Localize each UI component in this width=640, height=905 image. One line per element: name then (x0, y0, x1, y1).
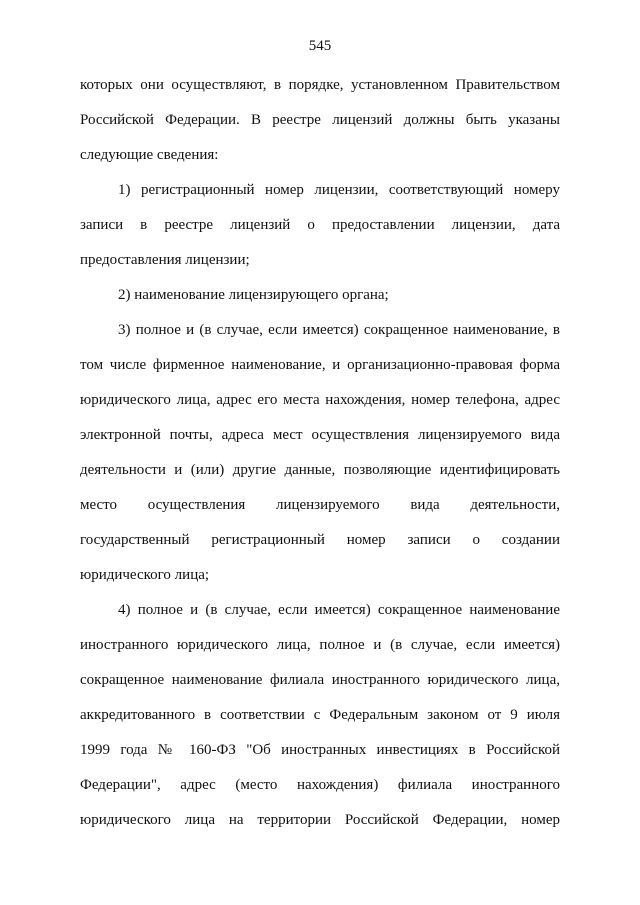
text-line: Российской Федерации. В реестре лицензий должны быть указаны (80, 112, 560, 128)
page-number: 545 (308, 38, 332, 54)
text-line: юридического лица; (80, 567, 210, 583)
text-line: том числе фирменное наименование, и организационно-правовая форма (80, 357, 560, 373)
text-line: иностранного юридического лица, полное и (в случае, если имеется) (80, 637, 560, 653)
text-line: государственный регистрационный номер записи о создании (80, 532, 560, 548)
text-line: 1999 года № 160-ФЗ "Об иностранных инвестициях в Российской (80, 742, 560, 758)
text-line: 3) полное и (в случае, если имеется) сокращенное наименование, в (118, 322, 560, 338)
text-line: 4) полное и (в случае, если имеется) сокращенное наименование (118, 602, 560, 618)
text-line: 1) регистрационный номер лицензии, соответствующий номеру (118, 182, 560, 198)
text-line: следующие сведения: (80, 147, 219, 163)
text-line: 2) наименование лицензирующего органа; (118, 287, 389, 303)
text-line: юридического лица на территории Российской Федерации, номер (80, 812, 560, 828)
document-body (80, 68, 560, 838)
text-line: электронной почты, адреса мест осуществления лицензируемого вида (80, 427, 560, 443)
text-line: деятельности и (или) другие данные, позволяющие идентифицировать (80, 462, 560, 478)
text-line: аккредитованного в соответствии с Федеральным законом от 9 июля (80, 707, 560, 723)
text-line: место осуществления лицензируемого вида деятельности, (80, 497, 560, 513)
text-line: записи в реестре лицензий о предоставлении лицензии, дата (80, 217, 560, 233)
text-line: которых они осуществляют, в порядке, установленном Правительством (80, 77, 560, 93)
text-line: юридического лица, адрес его места нахождения, номер телефона, адрес (80, 392, 560, 408)
text-line: Федерации", адрес (место нахождения) филиала иностранного (80, 777, 560, 793)
text-line: сокращенное наименование филиала иностранного юридического лица, (80, 672, 560, 688)
text-line: предоставления лицензии; (80, 252, 250, 268)
